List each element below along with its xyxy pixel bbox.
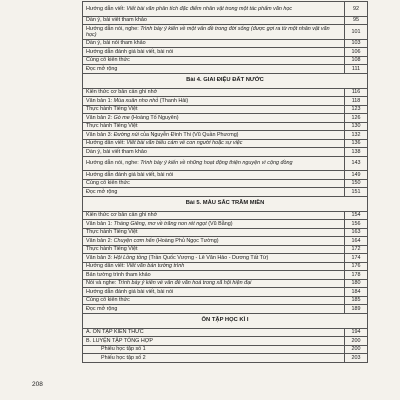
entry-label: Phiếu học tập số 1: [101, 346, 146, 353]
section-heading: Bài 5. MÀU SẮC TRĂM MIỀN: [83, 196, 368, 211]
toc-entry: [83, 337, 345, 346]
toc-entry: [83, 131, 345, 140]
toc-entry: [83, 328, 345, 337]
toc-row: [83, 114, 368, 123]
toc-entry: [83, 114, 345, 123]
entry-page-number: 154: [345, 211, 368, 220]
entry-page-number: 149: [345, 171, 368, 180]
entry-label: Hướng dẫn đánh giá bài viết, bài nói: [86, 171, 174, 178]
toc-body: [83, 2, 368, 363]
toc-entry: [83, 2, 345, 17]
toc-row: [83, 25, 368, 40]
toc-row: [83, 211, 368, 220]
entry-title: Trình bày ý kiến về vấn đề văn hoá trong xã hội hiện đại: [117, 280, 252, 287]
page-number: 208: [32, 381, 43, 388]
toc-entry: [83, 237, 345, 246]
toc-row: [83, 188, 368, 197]
entry-label: Củng cố kiến thức: [86, 297, 130, 304]
entry-label: Thực hành Tiếng Việt: [86, 106, 138, 113]
entry-page-number: 95: [345, 16, 368, 25]
entry-page-number: 200: [345, 345, 368, 354]
toc-entry: [83, 16, 345, 25]
toc-row: [83, 88, 368, 97]
toc-row: [83, 296, 368, 305]
entry-title: Đường núi: [113, 131, 139, 138]
toc-entry: [83, 305, 345, 314]
entry-page-number: 108: [345, 56, 368, 65]
entry-author: (Hoàng Phủ Ngọc Tường): [154, 237, 219, 244]
entry-page-number: 172: [345, 245, 368, 254]
entry-page-number: 130: [345, 122, 368, 131]
toc-row: [83, 131, 368, 140]
toc-entry: [83, 48, 345, 57]
toc-entry: [83, 279, 345, 288]
entry-label: Văn bản 2:: [86, 114, 114, 121]
toc-entry: [83, 97, 345, 106]
entry-label: Hướng dẫn đánh giá bài viết, bài nói: [86, 288, 174, 295]
toc-entry: [83, 211, 345, 220]
toc-entry: [83, 39, 345, 48]
entry-label: Dàn ý, bài nói tham khảo: [86, 40, 146, 47]
toc-row: [83, 179, 368, 188]
entry-label: Nói và nghe:: [86, 280, 118, 287]
entry-label: Thực hành Tiếng Việt: [86, 229, 138, 236]
toc-entry: [83, 262, 345, 271]
entry-label: Hướng dẫn nói, nghe:: [86, 25, 141, 32]
toc-entry: [83, 122, 345, 131]
entry-title: Gò me: [113, 114, 130, 121]
toc-entry: [83, 288, 345, 297]
entry-page-number: 126: [345, 114, 368, 123]
entry-title: Trình bày ý kiến về những hoạt động thiện nguyện vì cộng đồng: [140, 160, 293, 167]
entry-label: Dàn ý, bài viết tham khảo: [86, 17, 147, 24]
entry-label: Đọc mở rộng: [86, 305, 118, 312]
entry-page-number: 103: [345, 39, 368, 48]
toc-row: [83, 345, 368, 354]
toc-row: [83, 254, 368, 263]
toc-row: [83, 220, 368, 229]
section-heading: ÔN TẬP HỌC KÌ I: [83, 313, 368, 328]
toc-row: [83, 97, 368, 106]
toc-row: [83, 48, 368, 57]
entry-page-number: 151: [345, 188, 368, 197]
toc-row: [83, 65, 368, 74]
entry-title: Hội Lồng tồng: [113, 254, 148, 261]
entry-page-number: 150: [345, 179, 368, 188]
toc-row: [83, 237, 368, 246]
entry-label: Củng cố kiến thức: [86, 57, 130, 64]
entry-label: A. ÔN TẬP KIẾN THỨC: [86, 329, 144, 336]
toc-row: [83, 245, 368, 254]
entry-page-number: 156: [345, 220, 368, 229]
toc-entry: [83, 25, 345, 40]
entry-title: Trình bày ý kiến về một vấn đề trong đời sống (được gợi ra từ một nhân vật văn học): [86, 25, 330, 38]
entry-author: của Nguyễn Đình Thi (Vũ Quần Phương): [138, 131, 239, 138]
toc-entry: [83, 171, 345, 180]
toc-row: [83, 228, 368, 237]
entry-label: Hướng dẫn đánh giá bài viết, bài nói: [86, 48, 174, 55]
entry-page-number: 174: [345, 254, 368, 263]
toc-entry: [83, 156, 345, 171]
entry-page-number: 163: [345, 228, 368, 237]
entry-author: (Vũ Bằng): [206, 220, 233, 227]
toc-entry: [83, 271, 345, 280]
toc-entry: [83, 228, 345, 237]
toc-row: [83, 16, 368, 25]
toc-row: [83, 122, 368, 131]
toc-row: [83, 271, 368, 280]
entry-page-number: 185: [345, 296, 368, 305]
toc-entry: [83, 354, 345, 363]
section-heading-row: [83, 73, 368, 88]
entry-page-number: 143: [345, 156, 368, 171]
toc-row: [83, 139, 368, 148]
entry-author: (Hoàng Tố Nguyên): [129, 114, 179, 121]
entry-label: Dàn ý, bài viết tham khảo: [86, 148, 147, 155]
toc-entry: [83, 65, 345, 74]
toc-entry: [83, 56, 345, 65]
table-of-contents: [82, 1, 368, 363]
entry-page-number: 189: [345, 305, 368, 314]
entry-page-number: 164: [345, 237, 368, 246]
entry-label: Hướng dẫn viết:: [86, 5, 127, 12]
toc-row: [83, 328, 368, 337]
entry-page-number: 200: [345, 337, 368, 346]
toc-row: [83, 56, 368, 65]
toc-row: [83, 156, 368, 171]
entry-label: B. LUYỆN TẬP TỔNG HỢP: [86, 337, 153, 344]
entry-page-number: 101: [345, 25, 368, 40]
toc-entry: [83, 105, 345, 114]
entry-title: Mùa xuân nho nhỏ: [113, 97, 159, 104]
toc-entry: [83, 220, 345, 229]
entry-page-number: 116: [345, 88, 368, 97]
toc-row: [83, 148, 368, 157]
entry-title: Viết bài văn phân tích đặc điểm nhân vật trong một tác phẩm văn học: [126, 5, 293, 12]
toc-entry: [83, 139, 345, 148]
entry-label: Hướng dẫn nói, nghe:: [86, 160, 141, 167]
entry-page-number: 123: [345, 105, 368, 114]
toc-entry: [83, 345, 345, 354]
toc-row: [83, 171, 368, 180]
entry-page-number: 203: [345, 354, 368, 363]
toc-entry: [83, 188, 345, 197]
entry-page-number: 176: [345, 262, 368, 271]
entry-label: Kiến thức cơ bản cần ghi nhớ: [86, 212, 158, 219]
entry-page-number: 111: [345, 65, 368, 74]
entry-page-number: 138: [345, 148, 368, 157]
entry-label: Văn bản 3:: [86, 254, 114, 261]
toc-entry: [83, 179, 345, 188]
entry-label: Văn bản 3:: [86, 131, 114, 138]
entry-title: Viết bài văn biểu cảm về con người hoặc sự việc: [126, 140, 243, 147]
entry-page-number: 136: [345, 139, 368, 148]
toc-row: [83, 262, 368, 271]
entry-page-number: 118: [345, 97, 368, 106]
toc-row: [83, 39, 368, 48]
entry-title: Viết văn bản tường trình: [126, 263, 185, 270]
entry-label: Kiến thức cơ bản cần ghi nhớ: [86, 89, 158, 96]
toc-entry: [83, 254, 345, 263]
entry-page-number: 184: [345, 288, 368, 297]
entry-author: (Trần Quốc Vượng - Lê Văn Hảo - Dương Tất Từ): [147, 254, 269, 261]
entry-title: Tháng Giêng, mơ về trăng non rét ngọt: [113, 220, 207, 227]
entry-label: Bản tường trình tham khảo: [86, 271, 151, 278]
entry-title: Chuyện cơm hến: [113, 237, 155, 244]
toc-row: [83, 337, 368, 346]
toc-row: [83, 354, 368, 363]
entry-page-number: 132: [345, 131, 368, 140]
toc-row: [83, 279, 368, 288]
entry-label: Thực hành Tiếng Việt: [86, 123, 138, 130]
toc-row: [83, 288, 368, 297]
entry-page-number: 194: [345, 328, 368, 337]
toc-entry: [83, 245, 345, 254]
toc-entry: [83, 148, 345, 157]
toc-row: [83, 105, 368, 114]
entry-label: Văn bản 1:: [86, 220, 114, 227]
section-heading: Bài 4. GIAI ĐIỆU ĐẤT NƯỚC: [83, 73, 368, 88]
entry-label: Phiếu học tập số 2: [101, 354, 146, 361]
entry-page-number: 92: [345, 2, 368, 17]
toc-row: [83, 305, 368, 314]
section-heading-row: [83, 313, 368, 328]
entry-label: Thực hành Tiếng Việt: [86, 246, 138, 253]
toc-row: [83, 2, 368, 17]
entry-label: Văn bản 2:: [86, 237, 114, 244]
entry-label: Văn bản 1:: [86, 97, 114, 104]
entry-author: (Thanh Hải): [158, 97, 189, 104]
entry-page-number: 178: [345, 271, 368, 280]
toc-entry: [83, 88, 345, 97]
entry-label: Hướng dẫn viết:: [86, 140, 127, 147]
entry-label: Đọc mở rộng: [86, 65, 118, 72]
toc-entry: [83, 296, 345, 305]
entry-label: Hướng dẫn viết:: [86, 263, 127, 270]
entry-page-number: 106: [345, 48, 368, 57]
entry-label: Củng cố kiến thức: [86, 180, 130, 187]
section-heading-row: [83, 196, 368, 211]
entry-page-number: 180: [345, 279, 368, 288]
entry-label: Đọc mở rộng: [86, 188, 118, 195]
